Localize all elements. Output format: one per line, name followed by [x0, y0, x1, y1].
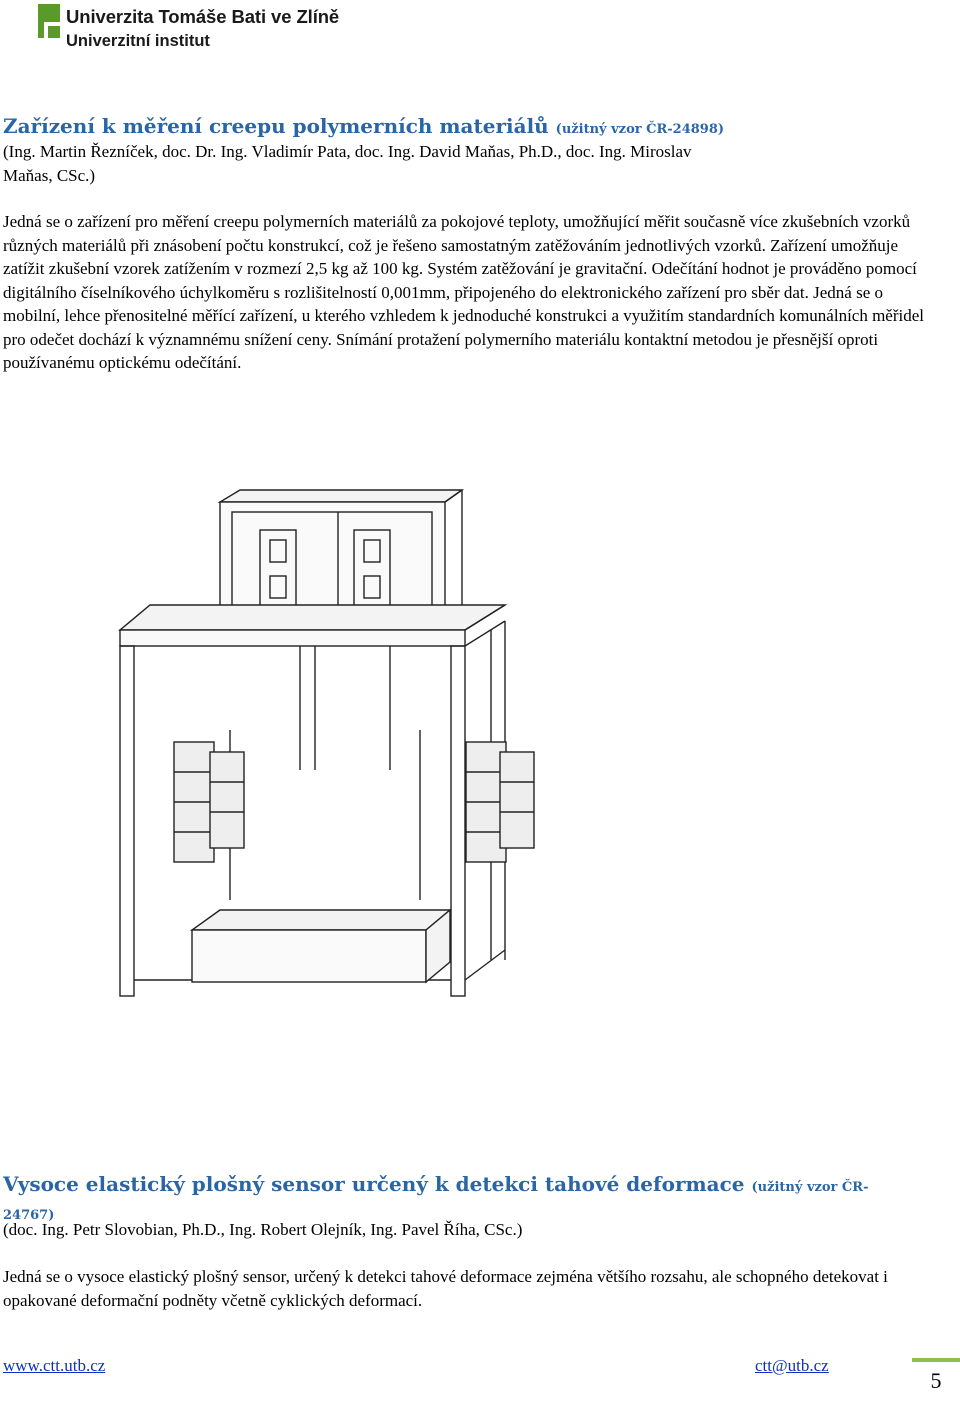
- section2-body: Jedná se o vysoce elastický plošný sensor, určený k detekci tahové deformace zejména většího rozsahu, ale schopného detekovat i opakované deformační podněty včetně cyklických deformací.: [3, 1267, 888, 1310]
- section1-utility-model: (užitný vzor ČR-24898): [555, 122, 725, 137]
- section1-authors: (Ing. Martin Řezníček, doc. Dr. Ing. Vladimír Pata, doc. Ing. David Maňas, Ph.D., doc. Ing. Miroslav Maňas, CSc.): [3, 142, 692, 185]
- website-link[interactable]: www.ctt.utb.cz: [3, 1356, 106, 1375]
- creep-device-drawing: [110, 480, 540, 1000]
- section2-title-text: Vysoce elastický plošný sensor určený k detekci tahové deformace: [3, 1172, 745, 1196]
- section2-authors: (doc. Ing. Petr Slovobian, Ph.D., Ing. Robert Olejník, Ing. Pavel Říha, CSc.): [3, 1220, 523, 1239]
- university-logo: [36, 4, 366, 54]
- base-block: [192, 910, 450, 982]
- section1-title: [3, 114, 724, 142]
- section1-title-text: Zařízení k měření creepu polymerních materiálů: [3, 114, 549, 138]
- page-number-box: [912, 1358, 960, 1406]
- institute-name: Univerzitní institut: [66, 32, 210, 50]
- page-number-bar: [912, 1358, 960, 1362]
- page-number: 5: [930, 1368, 942, 1393]
- section1-body: Jedná se o zařízení pro měření creepu polymerních materiálů za pokojové teploty, umožňující měřit současně více zkušebních vzorků různých materiálů při znásobení počtu konstrukcí, což je řešeno samostatným zatěžováním jednotlivých vzorků. Zařízení umožňuje zatížit zkušební vzorek zatížením v rozmezí 2,5 kg až 100 kg. Systém zatěžování je gravitační. Odečítání hodnot je prováděno pomocí digitálního číselníkového úchylkoměru s rozlišitelností 0,001mm, připojeného do elektronického zařízení pro sběr dat. Jedná se o mobilní, lehce přenositelné měřící zařízení, u kterého vzhledem k jednoduché konstrukci a využitím standardních komunálních měřidel pro odečet dochází k významnému snížení ceny. Snímání protažení polymerního materiálu kontaktní metodou je přesnější oproti používanému optickému odečítání.: [3, 212, 925, 372]
- left-weight-stacks: [174, 742, 244, 862]
- loading-rods: [230, 646, 420, 900]
- email-link[interactable]: ctt@utb.cz: [755, 1356, 829, 1375]
- university-name: Univerzita Tomáše Bati ve Zlíně: [66, 6, 340, 27]
- utb-logo-icon: [36, 4, 62, 38]
- right-weight-stacks: [466, 742, 534, 862]
- section2-utility-model: (užitný vzor ČR-24767): [3, 1180, 869, 1223]
